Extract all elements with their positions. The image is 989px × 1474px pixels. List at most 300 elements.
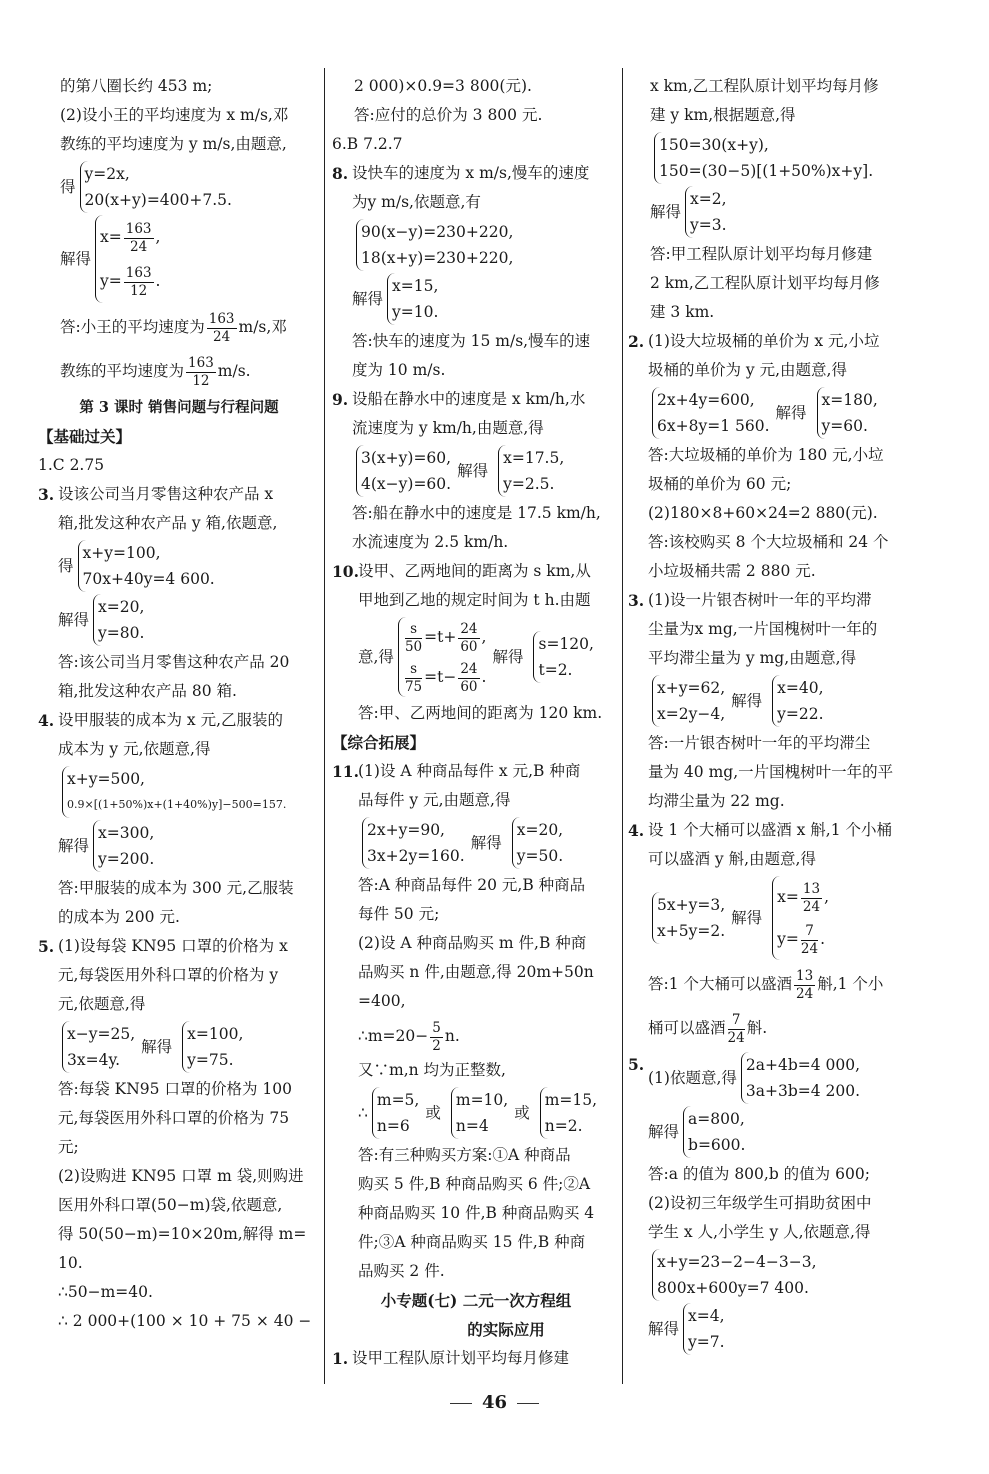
t: 斛. <box>746 1019 768 1037</box>
fraction <box>430 1020 443 1055</box>
t: 解得 <box>775 403 807 422</box>
text-line: 流速度为 y km/h,由题意,得 <box>352 419 544 437</box>
answer-line: 答:a 的值为 800,b 的值为 600; <box>648 1165 870 1183</box>
text-line: x km,乙工程队原计划平均每月修 <box>650 77 879 95</box>
answer-line: 答:A 种商品每件 20 元,B 种商品 <box>358 876 586 894</box>
brace-system <box>372 1087 419 1139</box>
answer-line: 件;③A 种商品购买 15 件,B 种商 <box>358 1233 586 1251</box>
equation-system <box>58 540 289 592</box>
brace-system <box>741 1052 860 1104</box>
topic-question-4 <box>628 816 924 1050</box>
eq: 5x+y=3, <box>657 896 726 914</box>
solution-system <box>352 273 590 325</box>
eq: x+y=62, <box>657 679 726 697</box>
answer-line <box>38 349 320 393</box>
eq: x=100, <box>187 1025 244 1043</box>
text-line: 得 50(50−m)=10×20m,解得 m= <box>58 1225 307 1243</box>
answer-line: 答:该校购买 8 个大垃圾桶和 24 个 <box>648 533 889 551</box>
den: 24 <box>130 238 148 255</box>
den: 24 <box>800 940 819 957</box>
eq: y=50. <box>516 847 564 865</box>
t: y= <box>777 930 799 948</box>
answer-line <box>648 962 892 1006</box>
text-line: 品每件 y 元,由题意,得 <box>358 791 511 809</box>
brace-system <box>512 817 563 869</box>
brace-system <box>652 675 725 727</box>
eq: n=4 <box>455 1117 489 1135</box>
solution-system <box>58 594 289 646</box>
page-number-text: 46 <box>481 1392 508 1413</box>
question-number: 4. <box>628 821 645 840</box>
question-number: 5. <box>38 937 55 956</box>
text-line: 箱,批发这种农产品 y 箱,依题意, <box>58 514 278 532</box>
text-line: 设该公司当月零售这种农产品 x <box>58 485 274 503</box>
fraction <box>801 881 822 916</box>
question-number: 3. <box>38 485 55 504</box>
column-1 <box>38 72 320 1336</box>
text-line: 医用外科口罩(50−m)袋,依题意, <box>58 1196 283 1214</box>
eq: y= $\frac{7}{24}$ . <box>777 922 826 957</box>
column-2 <box>332 72 620 1373</box>
topic-question-1 <box>332 1344 620 1373</box>
answer-line: 每件 50 元; <box>358 905 440 923</box>
question-number: 11. <box>332 762 359 781</box>
answer-line: 箱,批发这种农产品 80 箱. <box>58 682 237 700</box>
t: 或 <box>425 1103 441 1122</box>
answer-line <box>38 305 320 349</box>
text-line: 设快车的速度为 x m/s,慢车的速度 <box>352 164 590 182</box>
num: 24 <box>460 660 478 677</box>
eq: $\frac{s}{75}$ =t− $\frac{24}{60}$ . <box>404 660 487 695</box>
eq: y=200. <box>98 850 155 868</box>
t: 或 <box>514 1103 530 1122</box>
brace-system <box>533 631 593 683</box>
page-dash-right <box>517 1403 539 1404</box>
text-line: 平均滞尘量为 y mg,由题意,得 <box>648 649 857 667</box>
fraction <box>728 1012 745 1047</box>
t: 解得 <box>352 289 384 308</box>
answer-line: 答:每袋 KN95 口罩的价格为 100 <box>58 1080 292 1098</box>
text-line: 10. <box>58 1254 83 1272</box>
t: x= <box>777 888 799 906</box>
brace-system <box>772 876 829 960</box>
t: 解得 <box>58 610 90 629</box>
equation-system <box>352 219 590 271</box>
t: 解得 <box>650 202 682 221</box>
question-number: 3. <box>628 591 645 610</box>
text-line: 圾桶的单价为 y 元,由题意,得 <box>648 361 847 379</box>
equation-system <box>58 766 294 818</box>
num: 7 <box>728 1012 745 1030</box>
text-line: 学生 x 人,小学生 y 人,依题意,得 <box>648 1223 871 1241</box>
answer-line: 建 3 km. <box>650 303 715 321</box>
section-heading: 【基础过关】 <box>38 427 132 446</box>
equation-system <box>352 445 601 497</box>
den: 75 <box>404 678 423 695</box>
eq: y= $\frac{163}{12}$ . <box>100 264 161 299</box>
text-line: 2 000)×0.9=3 800(元). <box>354 77 532 95</box>
brace-system <box>62 1021 135 1073</box>
question-number: 1. <box>332 1349 349 1368</box>
eq: y=10. <box>392 303 439 321</box>
topic-question-2 <box>628 327 924 586</box>
text-line: 成本为 y 元,依题意,得 <box>58 740 211 758</box>
fraction <box>794 968 815 1003</box>
t: 得 <box>58 556 74 575</box>
eq: 0.9×[(1+50%)x+(1+40%)y]−500=157. <box>67 798 287 811</box>
text-line: 尘量为x mg,一片国槐树叶一年的 <box>648 620 878 638</box>
brace-system <box>95 215 160 303</box>
num: 163 <box>125 264 152 281</box>
answer-line: 度为 10 m/s. <box>352 361 446 379</box>
brace-system <box>398 617 487 697</box>
brace-system <box>498 445 564 497</box>
question-11 <box>332 757 620 1286</box>
text-line: 1.C 2.75 <box>38 456 105 474</box>
brace-system <box>62 766 286 818</box>
solution-set <box>358 1087 597 1139</box>
eq: s=120, <box>538 635 594 653</box>
den: 12 <box>130 282 148 299</box>
eq: x= $\frac{163}{24}$ , <box>100 220 161 255</box>
eq: x−y=25, <box>67 1025 136 1043</box>
eq: m=5, <box>376 1091 420 1109</box>
eq: y=7. <box>688 1333 725 1351</box>
t: 解得 <box>457 461 489 480</box>
eq: m=10, <box>455 1091 509 1109</box>
equation-system <box>628 132 924 184</box>
answer-line: 量为 40 mg,一片国槐树叶一年的平 <box>648 763 894 781</box>
brace-system <box>654 132 873 184</box>
brace-system <box>685 186 727 238</box>
eq: x=20, <box>98 598 145 616</box>
text-line: 设甲服装的成本为 x 元,乙服装的 <box>58 711 284 729</box>
answer-line: 2 km,乙工程队原计划平均每月修 <box>650 274 880 292</box>
den: 24 <box>213 328 231 345</box>
eq: x=20, <box>516 821 564 839</box>
brace-system <box>356 445 451 497</box>
eq: y=2.5. <box>503 475 555 493</box>
text-line: 为y m/s,依题意,有 <box>352 193 481 211</box>
brace-system <box>451 1087 508 1139</box>
answer-line: 答:大垃圾桶的单价为 180 元,小垃 <box>648 446 884 464</box>
eq: y=60. <box>821 417 868 435</box>
eq: n=6 <box>376 1117 410 1135</box>
eq: x+y=100, <box>82 544 161 562</box>
text-de: 得 <box>60 177 76 196</box>
topic-heading: 小专题(七) 二元一次方程组 <box>380 1291 572 1310</box>
eq: 4(x−y)=60. <box>361 475 452 493</box>
brace-system <box>652 1249 817 1301</box>
text-line: (2)180×8+60×24=2 880(元). <box>648 504 878 522</box>
t: 解得 <box>648 1319 680 1338</box>
eq-lhs: y= <box>100 272 122 290</box>
text-line: (2)设购进 KN95 口罩 m 袋,则购进 <box>58 1167 304 1185</box>
fraction <box>458 661 479 696</box>
brace-system <box>540 1087 597 1139</box>
answer-line: 答:快车的速度为 15 m/s,慢车的速 <box>352 332 591 350</box>
equation-system <box>358 617 602 697</box>
t: 解得 <box>141 1037 173 1056</box>
question-number: 8. <box>332 164 349 183</box>
fraction <box>458 621 479 656</box>
text-line: (1)设一片银杏树叶一年的平均滞 <box>648 591 872 609</box>
brace-system <box>182 1021 243 1073</box>
fraction <box>801 923 818 958</box>
eq: n=2. <box>544 1117 583 1135</box>
question-number: 4. <box>38 711 55 730</box>
equation-system <box>358 817 597 869</box>
text-line: =400, <box>358 992 406 1010</box>
topic-question-5 <box>628 1050 924 1357</box>
equation-system <box>648 675 893 727</box>
text-line: 设船在静水中的速度是 x km/h,水 <box>352 390 586 408</box>
answer-line: 答:甲、乙两地间的距离为 120 km. <box>358 704 603 722</box>
t: 桶可以盛酒 <box>648 1019 726 1037</box>
answer-line: 水流速度为 2.5 km/h. <box>352 533 509 551</box>
question-4 <box>38 706 320 932</box>
den: 24 <box>727 1029 745 1046</box>
eq: 3x+2y=160. <box>367 847 465 865</box>
answer-line: 元,每袋医用外科口罩的价格为 75 <box>58 1109 290 1127</box>
t: m/s. <box>217 362 251 380</box>
t: 斛,1 个小 <box>817 975 884 993</box>
brace-system <box>652 387 770 439</box>
answer-line: 小垃圾桶共需 2 880 元. <box>648 562 816 580</box>
fraction <box>405 661 422 696</box>
t: 解得 <box>492 647 524 666</box>
den: 12 <box>192 372 210 389</box>
answer-line: 答:应付的总价为 3 800 元. <box>354 106 543 124</box>
solution-system <box>38 215 320 303</box>
solution-system <box>648 1303 871 1355</box>
den: 60 <box>460 638 478 655</box>
eq: y=3. <box>690 216 727 234</box>
eq: x=180, <box>821 391 878 409</box>
num: 163 <box>125 220 152 237</box>
text-line: ∴ 2 000+(100 × 10 + 75 × 40 − <box>58 1312 312 1330</box>
t: 解得 <box>648 1122 680 1141</box>
text-line: (1)设 A 种商品每件 x 元,B 种商 <box>358 762 581 780</box>
equation-system <box>648 1052 871 1104</box>
question-number: 10. <box>332 562 359 581</box>
brace-system <box>683 1106 745 1158</box>
solution-system <box>58 820 294 872</box>
question-9 <box>332 385 620 557</box>
brace-system <box>78 540 215 592</box>
fraction <box>405 621 422 656</box>
den: 24 <box>796 985 814 1002</box>
column-3 <box>628 72 924 1357</box>
brace-system <box>93 594 144 646</box>
den: 60 <box>460 678 478 695</box>
eq: x=2y−4, <box>657 705 726 723</box>
brace-system <box>93 820 154 872</box>
eq: t=2. <box>538 661 573 679</box>
t: 解得 <box>58 836 90 855</box>
eq: 3x=4y. <box>67 1051 121 1069</box>
t: ∴ <box>358 1103 368 1122</box>
brace-system <box>80 161 232 213</box>
eq: y=22. <box>777 705 824 723</box>
text-line: 设甲工程队原计划平均每月修建 <box>352 1349 570 1367</box>
t: 教练的平均速度为 <box>60 362 185 380</box>
section-heading: 【综合拓展】 <box>332 733 426 752</box>
text-line: (2)设小王的平均速度为 x m/s,邓 <box>60 106 289 124</box>
equation-system <box>38 161 320 213</box>
t: =t+ <box>424 628 457 646</box>
eq: x= $\frac{13}{24}$ , <box>777 880 829 915</box>
text-line: 设 1 个大桶可以盛酒 x 斛,1 个小桶 <box>648 821 893 839</box>
eq: a=800, <box>688 1110 745 1128</box>
question-number: 5. <box>628 1055 645 1074</box>
eq: 2x+4y=600, <box>657 391 755 409</box>
answer-line: 答:一片银杏树叶一年的平均滞尘 <box>648 734 871 752</box>
fraction <box>186 355 216 390</box>
eq: x+y=500, <box>67 770 145 788</box>
text-line: 建 y km,根据题意,得 <box>650 106 796 124</box>
text-line: 可以盛酒 y 斛,由题意,得 <box>648 850 816 868</box>
text-line: 元,每袋医用外科口罩的价格为 y <box>58 966 279 984</box>
equation-system <box>58 1021 311 1073</box>
eq: x+5y=2. <box>657 922 726 940</box>
answer-line: 答:甲工程队原计划平均每月修建 <box>650 245 873 263</box>
t: 意,得 <box>358 647 394 666</box>
brace-system <box>387 273 438 325</box>
eq: 150=(30−5)[(1+50%)x+y]. <box>659 162 874 180</box>
eq: 90(x−y)=230+220, <box>361 223 514 241</box>
brace-system <box>683 1303 725 1355</box>
answer-line <box>648 1006 892 1050</box>
text-line: 的第八圈长约 453 m; <box>60 77 213 95</box>
text-line: 元,依题意,得 <box>58 995 146 1013</box>
brace-system <box>362 817 465 869</box>
equation-system <box>648 1249 871 1301</box>
question-10 <box>332 557 620 728</box>
brace-system <box>652 892 725 944</box>
answer-line: 元; <box>58 1138 79 1156</box>
den: 2 <box>432 1037 441 1054</box>
num: 13 <box>796 967 814 984</box>
num: 13 <box>802 880 821 897</box>
eq: 3a+3b=4 200. <box>745 1082 861 1100</box>
eq: b=600. <box>688 1136 746 1154</box>
eq: 3(x+y)=60, <box>361 449 452 467</box>
eq: 2a+4b=4 000, <box>745 1056 861 1074</box>
den: 50 <box>404 638 423 655</box>
text-line: 又∵m,n 均为正整数, <box>358 1061 506 1079</box>
question-3 <box>38 480 320 706</box>
page-number <box>0 1392 989 1413</box>
eq: y=2x, <box>84 165 130 183</box>
eq: 18(x+y)=230+220, <box>361 249 514 267</box>
num: s <box>405 621 422 639</box>
topic-question-3 <box>628 586 924 816</box>
t: 答:1 个大桶可以盛酒 <box>648 975 793 993</box>
num: 7 <box>801 923 818 941</box>
eq: 20(x+y)=400+7.5. <box>84 191 232 209</box>
brace-system <box>356 219 513 271</box>
text-line: ∴50−m=40. <box>58 1283 153 1301</box>
eq: x=17.5, <box>503 449 565 467</box>
num: 24 <box>460 620 478 637</box>
eq: x=2, <box>690 190 727 208</box>
answer-line: 圾桶的单价为 60 元; <box>648 475 792 493</box>
t: m/s,邓 <box>238 318 287 336</box>
text-line: (1)设每袋 KN95 口罩的价格为 x <box>58 937 288 955</box>
answer-line: 种商品购买 10 件,B 种商品购买 4 <box>358 1204 595 1222</box>
brace-system <box>817 387 878 439</box>
eq: x=4, <box>688 1307 725 1325</box>
text-line: (1)设大垃圾桶的单价为 x 元,小垃 <box>648 332 880 350</box>
eq: 6x+8y=1 560. <box>657 417 770 435</box>
t: 答:小王的平均速度为 <box>60 318 205 336</box>
equation-system <box>648 387 889 439</box>
den: 24 <box>802 898 821 915</box>
equation-system <box>648 876 892 960</box>
column-divider-2 <box>622 68 623 1384</box>
num: s <box>405 661 422 679</box>
answer-line: 答:该公司当月零售这种农产品 20 <box>58 653 290 671</box>
eq: 2x+y=90, <box>367 821 445 839</box>
eq-lhs: x= <box>100 228 122 246</box>
text-line: 6.B 7.2.7 <box>332 135 403 153</box>
t: 解得 <box>470 833 502 852</box>
num: 163 <box>208 310 235 327</box>
answer-line: 答:船在静水中的速度是 17.5 km/h, <box>352 504 601 522</box>
num: 5 <box>432 1019 441 1036</box>
text-line: 品购买 n 件,由题意,得 20m+50n <box>358 963 594 981</box>
eq: x=15, <box>392 277 439 295</box>
question-8 <box>332 159 620 385</box>
brace-system <box>772 675 823 727</box>
eq: y=80. <box>98 624 145 642</box>
t: ∴m=20− <box>358 1027 429 1045</box>
eq: x=40, <box>777 679 824 697</box>
eq: x+y=23−2−4−3−3, <box>657 1253 817 1271</box>
eq: 800x+600y=7 400. <box>657 1279 809 1297</box>
t: 解得 <box>731 691 763 710</box>
text-line: (2)设 A 种商品购买 m 件,B 种商 <box>358 934 587 952</box>
eq: 150=30(x+y), <box>659 136 769 154</box>
text-line: (2)设初三年级学生可捐助贫困中 <box>648 1194 872 1212</box>
solution-system <box>648 1106 871 1158</box>
eq: 70x+40y=4 600. <box>82 570 215 588</box>
fraction <box>124 221 154 256</box>
column-divider-1 <box>324 68 325 1384</box>
t: =t− <box>424 668 457 686</box>
t: n. <box>444 1027 460 1045</box>
answer-line: 答:甲服装的成本为 300 元,乙服装 <box>58 879 294 897</box>
answer-line: 答:有三种购买方案:①A 种商品 <box>358 1146 571 1164</box>
t: 解得 <box>731 908 763 927</box>
text-line <box>358 1016 597 1056</box>
num: 163 <box>188 354 214 371</box>
eq: $\frac{s}{50}$ =t+ $\frac{24}{60}$ , <box>404 620 487 655</box>
text-line: 甲地到乙地的规定时间为 t h.由题 <box>358 591 591 609</box>
eq: m=15, <box>544 1091 598 1109</box>
eq: y=75. <box>187 1051 234 1069</box>
answer-line: 购买 5 件,B 种商品购买 6 件;②A <box>358 1175 591 1193</box>
t: (1)依题意,得 <box>648 1068 737 1087</box>
lesson-heading: 第 3 课时 销售问题与行程问题 <box>79 399 279 416</box>
text-line: 教练的平均速度为 y m/s,由题意, <box>60 135 287 153</box>
topic-heading: 的实际应用 <box>467 1320 545 1339</box>
page-dash-left <box>450 1403 472 1404</box>
answer-line: 的成本为 200 元. <box>58 908 180 926</box>
fraction <box>124 265 154 300</box>
question-number: 9. <box>332 390 349 409</box>
